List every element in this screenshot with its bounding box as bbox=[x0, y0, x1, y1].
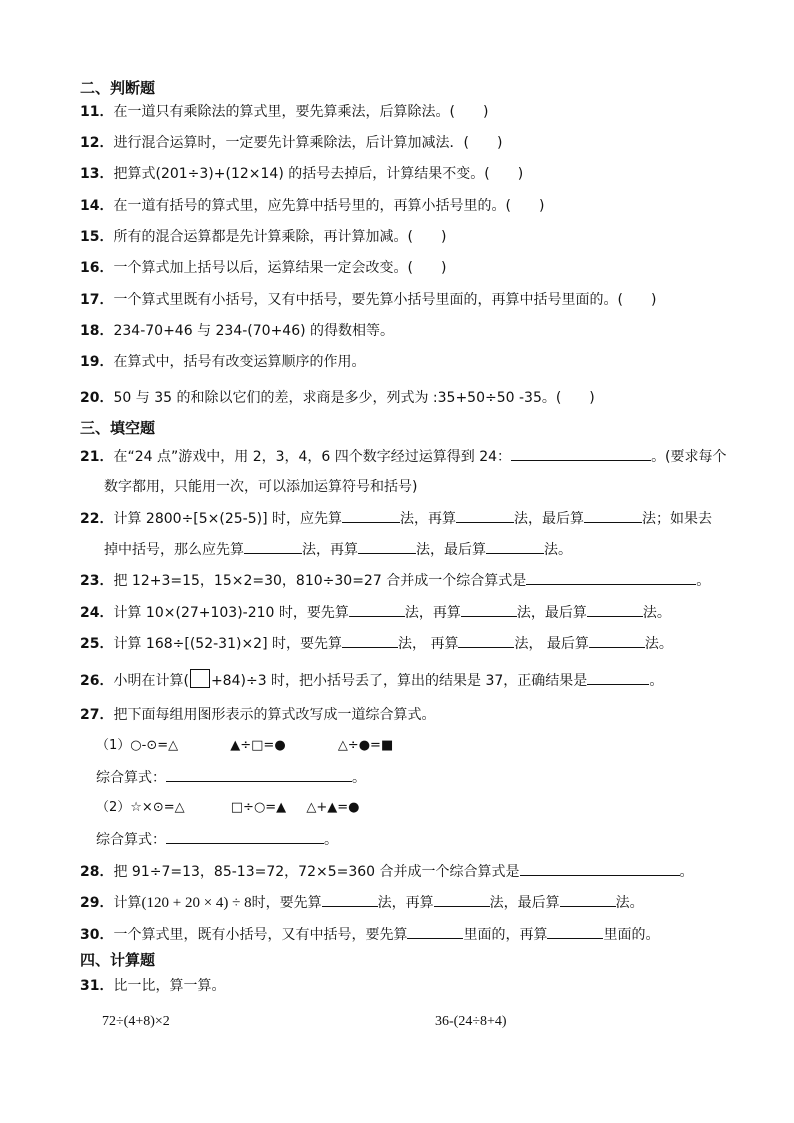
question-16 bbox=[80, 258, 446, 278]
question-26 bbox=[80, 669, 663, 691]
answer-blank[interactable] bbox=[511, 446, 651, 461]
question-number: 31． bbox=[80, 978, 114, 994]
question-24 bbox=[80, 602, 671, 623]
question-number: 25． bbox=[80, 636, 114, 652]
question-text: 。 bbox=[352, 770, 366, 786]
question-number: 26． bbox=[80, 673, 114, 689]
question-13 bbox=[80, 164, 523, 184]
question-19 bbox=[80, 352, 365, 372]
question-text: 一个算式里，既有小括号，又有中括号，要先算 bbox=[113, 927, 408, 943]
answer-blank[interactable] bbox=[407, 924, 463, 939]
answer-blank[interactable] bbox=[358, 539, 416, 554]
question-number: 24． bbox=[80, 605, 114, 621]
shape-equation: △+▲=● bbox=[306, 800, 360, 815]
question-text: 所有的混合运算都是先计算乘除，再计算加减。( ) bbox=[113, 229, 447, 245]
answer-blank[interactable] bbox=[342, 508, 400, 523]
answer-blank[interactable] bbox=[434, 892, 490, 907]
question-text: 法， 最后算 bbox=[514, 636, 589, 652]
question-27 bbox=[80, 705, 435, 725]
question-number: 13． bbox=[80, 166, 114, 182]
question-number: 27． bbox=[80, 707, 114, 723]
question-number: 12． bbox=[80, 135, 114, 151]
calc-expression-right: 36-(24÷8+4) bbox=[435, 1014, 507, 1029]
shape-equation: ▲÷□=● bbox=[230, 738, 286, 753]
question-text: 法，最后算 bbox=[514, 511, 585, 527]
question-text: 计算 2800÷[5×(25-5)] 时，应先算 bbox=[113, 511, 343, 527]
answer-blank[interactable] bbox=[526, 570, 696, 585]
question-text: +84)÷3 时，把小括号丢了，算出的结果是 37，正确结果是 bbox=[210, 673, 588, 689]
shape-group-1 bbox=[96, 736, 393, 756]
answer-blank[interactable] bbox=[461, 602, 517, 617]
question-text: 比一比，算一算。 bbox=[113, 978, 226, 994]
section-title-calc: 四、计算题 bbox=[80, 951, 156, 969]
answer-blank[interactable] bbox=[458, 633, 514, 648]
answer-blank[interactable] bbox=[589, 633, 645, 648]
answer-label: 综合算式： bbox=[96, 832, 166, 848]
question-15 bbox=[80, 227, 446, 247]
question-text: 法， 再算 bbox=[398, 636, 459, 652]
answer-blank[interactable] bbox=[547, 924, 603, 939]
answer-blank[interactable] bbox=[486, 539, 544, 554]
question-text: 在一道有括号的算式里，应先算中括号里的，再算小括号里的。( ) bbox=[113, 198, 545, 214]
question-21 bbox=[80, 446, 727, 467]
group-label: （1） bbox=[96, 738, 131, 753]
question-text: 里面的。 bbox=[603, 927, 660, 943]
answer-blank[interactable] bbox=[587, 602, 643, 617]
question-14 bbox=[80, 196, 544, 216]
answer-blank[interactable] bbox=[244, 539, 302, 554]
answer-blank[interactable] bbox=[584, 508, 642, 523]
answer-blank[interactable] bbox=[456, 508, 514, 523]
question-30 bbox=[80, 924, 659, 945]
question-text: 。 bbox=[696, 573, 711, 589]
math-expression: (120 + 20 × 4) ÷ 8 bbox=[141, 895, 252, 911]
question-number: 11． bbox=[80, 104, 114, 120]
shape-group-2 bbox=[96, 798, 359, 818]
question-text: 计算 168÷[(52-31)×2] 时，要先算 bbox=[113, 636, 343, 652]
question-text: 法。 bbox=[642, 605, 671, 621]
answer-label: 综合算式： bbox=[96, 770, 166, 786]
question-text: 在“24 点”游戏中，用 2，3，4，6 四个数字经过运算得到 24： bbox=[113, 449, 512, 465]
question-text: 。 bbox=[679, 864, 694, 880]
answer-blank[interactable] bbox=[587, 670, 649, 685]
answer-blank[interactable] bbox=[166, 767, 352, 782]
question-text: 法，再算 bbox=[377, 895, 434, 911]
answer-blank[interactable] bbox=[560, 892, 616, 907]
question-text: 在一道只有乘除法的算式里，要先算乘法，后算除法。( ) bbox=[113, 104, 489, 120]
question-text: 法。 bbox=[615, 895, 644, 911]
question-text: 法，最后算 bbox=[516, 605, 587, 621]
answer-blank[interactable] bbox=[349, 602, 405, 617]
question-text: 计算 10×(27+103)-210 时，要先算 bbox=[113, 605, 349, 621]
section-title-fill: 三、填空题 bbox=[80, 419, 156, 437]
question-text: 234-70+46 与 234-(70+46) 的得数相等。 bbox=[113, 323, 395, 339]
combined-answer-2 bbox=[96, 829, 338, 850]
question-text: 法；如果去 bbox=[642, 511, 713, 527]
answer-blank[interactable] bbox=[322, 892, 378, 907]
question-number: 20． bbox=[80, 390, 114, 406]
question-text: 里面的，再算 bbox=[463, 927, 548, 943]
question-text: 把下面每组用图形表示的算式改写成一道综合算式。 bbox=[113, 707, 436, 723]
question-number: 16． bbox=[80, 260, 114, 276]
answer-blank[interactable] bbox=[166, 829, 324, 844]
question-20 bbox=[80, 388, 595, 408]
question-number: 28． bbox=[80, 864, 114, 880]
question-text: 掉中括号，那么应先算 bbox=[104, 542, 244, 558]
question-number: 21． bbox=[80, 449, 114, 465]
empty-box[interactable] bbox=[190, 669, 210, 688]
question-text: 进行混合运算时，一定要先计算乘除法，后计算加减法．( ) bbox=[113, 135, 503, 151]
calc-expression-left: 72÷(4+8)×2 bbox=[102, 1014, 170, 1029]
question-number: 15． bbox=[80, 229, 114, 245]
question-text: 法。 bbox=[544, 542, 572, 558]
question-number: 23． bbox=[80, 573, 114, 589]
question-number: 19． bbox=[80, 354, 114, 370]
question-17 bbox=[80, 290, 656, 310]
question-12 bbox=[80, 133, 502, 153]
question-number: 17． bbox=[80, 292, 114, 308]
shape-equation: □÷○=▲ bbox=[230, 800, 287, 815]
question-text: 法，再算 bbox=[302, 542, 358, 558]
question-23 bbox=[80, 570, 710, 591]
question-text: 法，再算 bbox=[400, 511, 457, 527]
question-text: 50 与 35 的和除以它们的差，求商是多少，列式为 :35+50÷50 -35。( ) bbox=[113, 390, 595, 406]
question-text: 。 bbox=[324, 832, 338, 848]
question-18 bbox=[80, 321, 394, 341]
question-text: 法，最后算 bbox=[489, 895, 560, 911]
question-number: 22． bbox=[80, 511, 114, 527]
question-text: 法，再算 bbox=[404, 605, 461, 621]
question-28 bbox=[80, 861, 694, 882]
question-text: 把 12+3=15，15×2=30，810÷30=27 合并成一个综合算式是 bbox=[113, 573, 527, 589]
question-text: 计算 bbox=[113, 895, 142, 911]
question-number: 14． bbox=[80, 198, 114, 214]
question-11 bbox=[80, 102, 488, 122]
question-number: 29． bbox=[80, 895, 114, 911]
section-title-judge: 二、判断题 bbox=[80, 79, 156, 97]
question-text: 在算式中，括号有改变运算顺序的作用。 bbox=[113, 354, 366, 370]
question-text: 时，要先算 bbox=[251, 895, 322, 911]
answer-blank[interactable] bbox=[342, 633, 398, 648]
question-25 bbox=[80, 633, 673, 654]
shape-equation: ○-⊙=△ bbox=[130, 738, 179, 753]
question-text: 一个算式加上括号以后，运算结果一定会改变。( ) bbox=[113, 260, 447, 276]
answer-blank[interactable] bbox=[520, 861, 680, 876]
question-number: 18． bbox=[80, 323, 114, 339]
question-text: 法，最后算 bbox=[416, 542, 486, 558]
question-text: 把算式(201÷3)+(12×14) 的括号去掉后，计算结果不变。( ) bbox=[113, 166, 524, 182]
question-text: 法。 bbox=[644, 636, 673, 652]
shape-equation: ☆×⊙=△ bbox=[130, 800, 185, 815]
question-21-line2: 数字都用，只能用一次，可以添加运算符号和括号) bbox=[104, 479, 418, 495]
question-text: 一个算式里既有小括号，又有中括号，要先算小括号里面的，再算中括号里面的。( ) bbox=[113, 292, 657, 308]
group-label: （2） bbox=[96, 800, 131, 815]
question-text: 。(要求每个 bbox=[651, 449, 727, 465]
question-29 bbox=[80, 892, 644, 913]
question-31 bbox=[80, 976, 225, 996]
question-22 bbox=[80, 508, 712, 529]
question-text: 把 91÷7=13，85-13=72，72×5=360 合并成一个综合算式是 bbox=[113, 864, 520, 880]
question-number: 30． bbox=[80, 927, 114, 943]
question-text: 。 bbox=[649, 673, 664, 689]
combined-answer-1 bbox=[96, 767, 366, 788]
question-text: 小明在计算( bbox=[113, 673, 189, 689]
question-22-line2 bbox=[104, 539, 572, 560]
shape-equation: △÷●=■ bbox=[337, 738, 394, 753]
